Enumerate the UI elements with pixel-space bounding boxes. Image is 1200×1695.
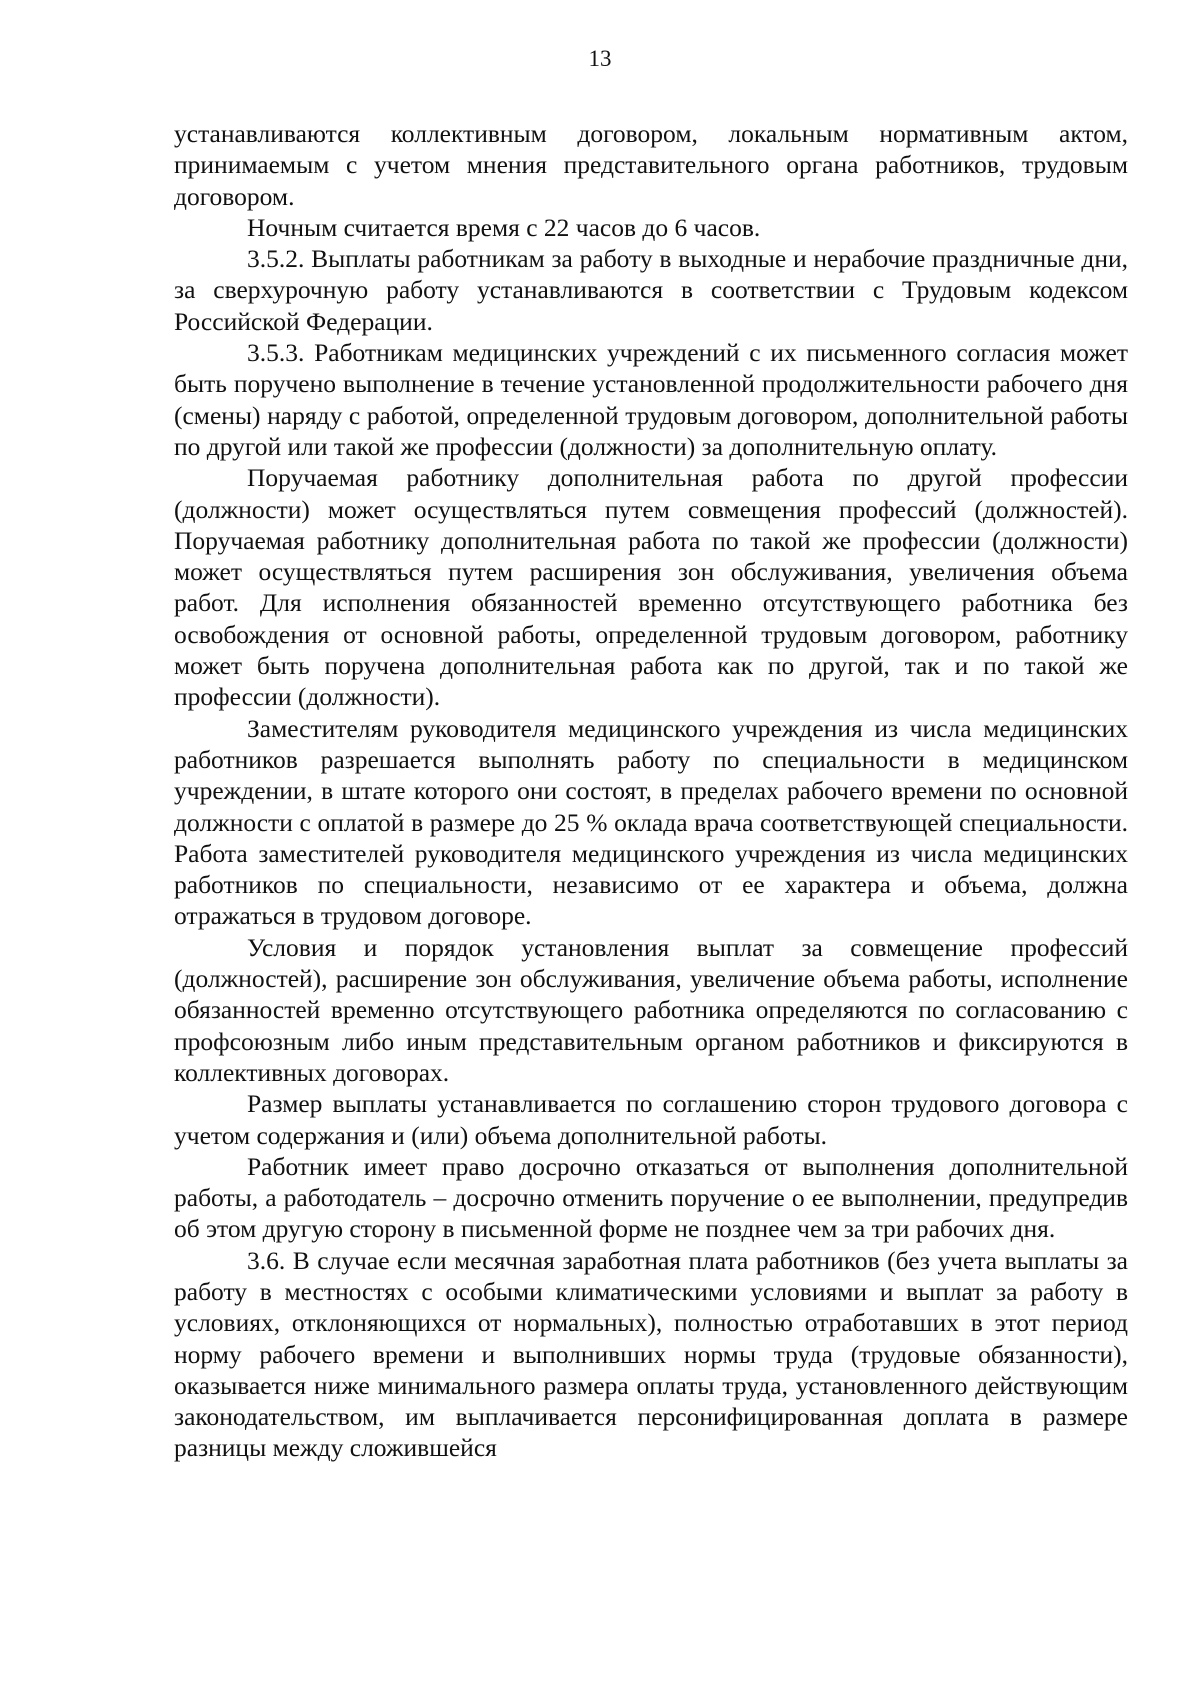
document-body: [174, 118, 1128, 1464]
paragraph-night-time: Ночным считается время с 22 часов до 6 часов.: [247, 212, 761, 242]
paragraph-continuation: устанавливаются коллективным договором, локальным нормативным актом, принимаемым с учетом мнения представительного органа работников, трудовым договором.: [174, 119, 1128, 211]
paragraph-refusal: Работник имеет право досрочно отказаться от выполнения дополнительной работы, а работодатель – досрочно отменить поручение о ее выполнении, предупредив об этом другую сторону в письменной форме не позднее чем за три рабочих дня.: [174, 1151, 1128, 1244]
paragraph-payment-size: Размер выплаты устанавливается по соглашению сторон трудового договора с учетом содержания и (или) объема дополнительной работы.: [174, 1089, 1128, 1150]
paragraph-conditions: Условия и порядок установления выплат за совмещение профессий (должностей), расширение зон обслуживания, увеличение объема работы, исполнение обязанностей временно отсутствующего работника определяются по согласованию с профсоюзным либо иным представительным органом работников и фиксируются в коллективных договорах.: [174, 932, 1128, 1087]
paragraph-deputies: Заместителям руководителя медицинского учреждения из числа медицинских работников разрешается выполнять работу по специальности в медицинском учреждении, в штате которого они состоят, в пределах рабочего времени по основной должности с оплатой в размере до 25 % оклада врача соответствующей специальности. Работа заместителей руководителя медицинского учреждения из числа медицинских работников по специальности, независимо от ее характера и объема, должна отражаться в трудовом договоре.: [174, 713, 1128, 931]
paragraph-3-6: 3.6. В случае если месячная заработная плата работников (без учета выплаты за работу в местностях с особыми климатическими условиями и выплат за работу в условиях, отклоняющихся от нормальных), полностью отработавших в этот период норму рабочего времени и выполнивших нормы труда (трудовые обязанности), оказывается ниже минимального размера оплаты труда, установленного действующим законодательством, им выплачивается персонифицированная доплата в размере разницы между сложившейся: [174, 1245, 1128, 1463]
paragraph-3-5-3: 3.5.3. Работникам медицинских учреждений с их письменного согласия может быть поручено выполнение в течение установленной продолжительности рабочего дня (смены) наряду с работой, определенной трудовым договором, дополнительной работы по другой или такой же профессии (должности) за дополнительную оплату.: [174, 338, 1128, 461]
page-number: 13: [588, 46, 612, 71]
paragraph-additional-work: Поручаемая работнику дополнительная работа по другой профессии (должности) может осуществляться путем совмещения профессий (должностей). Поручаемая работнику дополнительная работа по такой же профессии (должности) может осуществляться путем расширения зон обслуживания, увеличения объема работ. Для исполнения обязанностей временно отсутствующего работника без освобождения от основной работы, определенной трудовым договором, работнику может быть поручена дополнительная работа как по другой, так и по такой же профессии (должности).: [174, 463, 1128, 712]
paragraph-3-5-2: 3.5.2. Выплаты работникам за работу в выходные и нерабочие праздничные дни, за сверхурочную работу устанавливаются в соответствии с Трудовым кодексом Российской Федерации.: [174, 244, 1128, 336]
